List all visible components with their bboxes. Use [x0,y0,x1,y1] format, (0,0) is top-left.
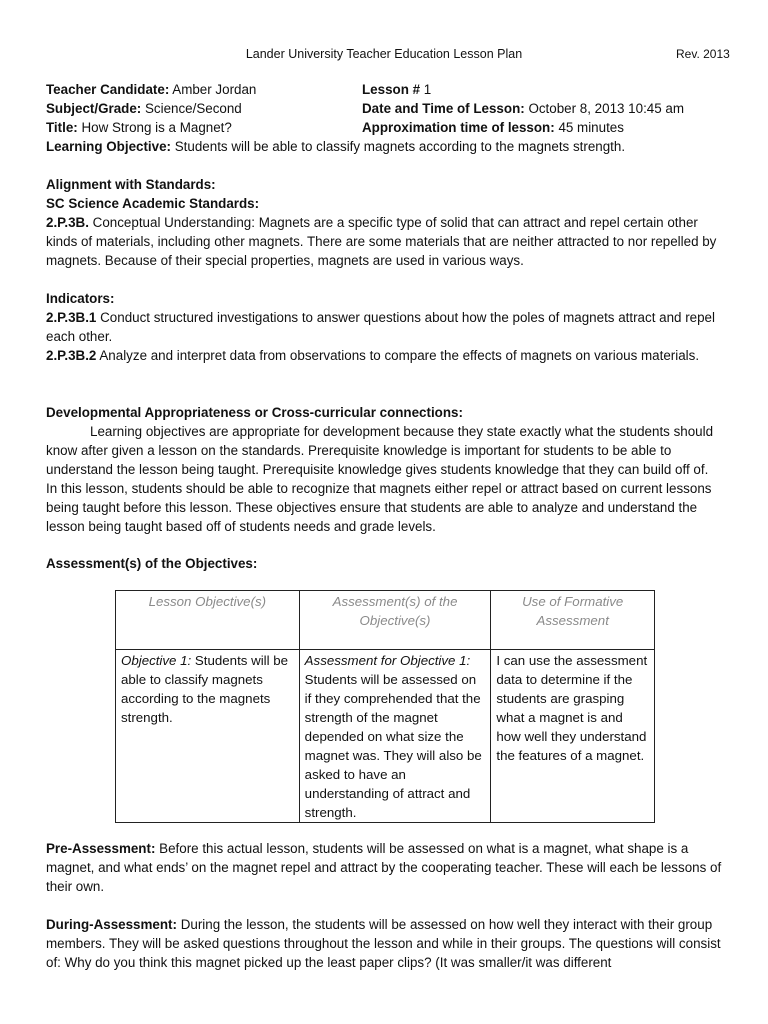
date-time-line [362,99,684,118]
indicator-item [46,308,722,346]
alignment-heading: Alignment with Standards: [46,177,216,192]
standard-code: 2.P.3B. [46,215,89,230]
title-label: Title: [46,120,78,135]
standard-paragraph [46,213,722,270]
approx-time-value: 45 minutes [558,120,624,135]
pre-assessment-text: Before this actual lesson, students will be assessed on what is a magnet, what shape is a magnet, and what ends’ on the magnet repel and attract by the cooperating teacher. These will each be lessons of their own. [46,841,722,894]
date-time-value: October 8, 2013 10:45 am [528,101,685,116]
indicator-code: 2.P.3B.1 [46,310,97,325]
objective-text: Students will be able to classify magnets according to the magnets strength. [121,653,289,725]
learning-objective-line [46,137,625,156]
pre-assessment-label: Pre-Assessment: [46,841,156,856]
table-header-row [116,591,655,650]
lesson-number-line [362,80,431,99]
assessment-heading: Assessment(s) of the Objectives: [46,556,258,571]
indicator-text: Analyze and interpret data from observations to compare the effects of magnets on various materials. [99,348,700,363]
learning-objective-value: Students will be able to classify magnets according to the magnets strength. [174,139,626,154]
during-assessment-paragraph [46,915,722,972]
document-title: Lander University Teacher Education Lesson Plan [245,47,523,61]
column-header: Assessment(s) of the Objective(s) [299,591,491,650]
assessment-text: Students will be assessed on if they comprehended that the strength of the magnet depended on what size the magnet was. They will also be asked to have an understanding of attract and strength. [304,672,482,820]
lesson-title-line [46,118,232,137]
concept-label: Conceptual Understanding: [92,215,255,230]
indicators-heading: Indicators: [46,291,115,306]
date-time-label: Date and Time of Lesson: [362,101,525,116]
title-value: How Strong is a Magnet? [81,120,232,135]
standard-text: Magnets are a specific type of solid that can attract and repel certain other kinds of materials, including other magnets. There are some materials that are neither attracted to nor repelled by magnets. Because of their special properties, magnets are used in various ways. [46,215,717,268]
approx-time-line [362,118,624,137]
standards-subheading: SC Science Academic Standards: [46,196,260,211]
revision-label: Rev. 2013 [676,47,730,61]
indicator-item [46,346,722,365]
formative-cell: I can use the assessment data to determine if the students are grasping what a magnet is and how well they understand the features of a magnet. [491,650,655,823]
table-row [116,650,655,823]
developmental-heading: Developmental Appropriateness or Cross-curricular connections: [46,405,463,420]
approx-time-label: Approximation time of lesson: [362,120,555,135]
during-assessment-text: During the lesson, the students will be assessed on how well they interact with their group members. They will be asked questions throughout the lesson and while in their groups. The questions will consist of: Why do you think this magnet picked up the least paper clips? (It was smaller/it was different [46,917,721,970]
column-header: Use of Formative Assessment [491,591,655,650]
assessment-cell [299,650,491,823]
objective-label: Objective 1: [121,653,192,668]
candidate-value: Amber Jordan [172,82,257,97]
objective-cell [116,650,300,823]
learning-objective-label: Learning Objective: [46,139,172,154]
indicator-code: 2.P.3B.2 [46,348,97,363]
pre-assessment-paragraph [46,839,722,896]
indicator-text: Conduct structured investigations to answer questions about how the poles of magnets attract and repel each other. [46,310,715,344]
during-assessment-label: During-Assessment: [46,917,177,932]
subject-line [46,99,242,118]
assessment-label: Assessment for Objective 1: [304,653,471,668]
lesson-number-label: Lesson # [362,82,421,97]
candidate-label: Teacher Candidate: [46,82,170,97]
subject-value: Science/Second [144,101,242,116]
column-header: Lesson Objective(s) [116,591,300,650]
assessment-table [115,590,655,823]
subject-label: Subject/Grade: [46,101,142,116]
developmental-paragraph: Learning objectives are appropriate for development because they state exactly what the students should know after given a lesson on the standards. Prerequisite knowledge is important for students to be able to understand the lesson being taught. Prerequisite knowledge gives students knowledge that they can build off of. In this lesson, students should be able to recognize that magnets either repel or attract based on current lessons being taught before this lesson. These objectives ensure that students are able to analyze and understand the lesson being taught based off of students needs and grade levels. [46,424,714,534]
candidate-line [46,80,256,99]
lesson-number-value: 1 [423,82,432,97]
